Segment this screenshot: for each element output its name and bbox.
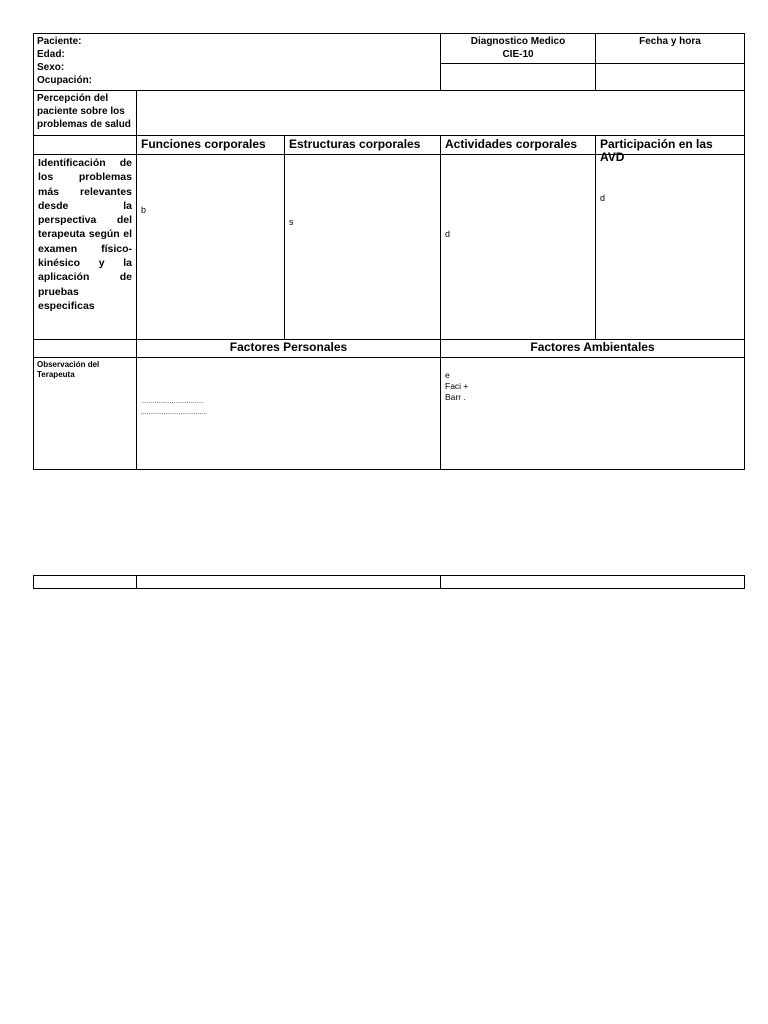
participation-value: d — [600, 193, 606, 203]
environmental-factors-header — [440, 339, 745, 358]
date-header-cell — [595, 33, 745, 64]
identification-label: Identificación de los problemas más relevantes desde la perspectiva del terapeuta según el examen físico-kinésico y la aplicación de pruebas especificas — [38, 157, 132, 312]
participation-value-cell[interactable] — [595, 154, 745, 340]
env-line-facilitators: Faci + — [445, 381, 469, 391]
header-body-functions — [136, 135, 285, 155]
environmental-factors-label: Factores Ambientales — [530, 340, 655, 354]
date-label: Fecha y hora — [639, 36, 701, 47]
bottom-strip-cell-1 — [33, 575, 137, 589]
environmental-factors-value-cell[interactable] — [440, 357, 745, 470]
perception-value-cell[interactable] — [136, 90, 745, 136]
functions-value: b — [141, 205, 147, 215]
sex-label: Sexo: — [37, 62, 65, 73]
personal-dotted-line-1: …………………………… — [141, 399, 204, 405]
bottom-strip-cell-3 — [440, 575, 745, 589]
body-functions-label: Funciones corporales — [141, 137, 266, 151]
activities-value: d — [445, 229, 451, 239]
header-body-activities — [440, 135, 596, 155]
body-activities-label: Actividades corporales — [445, 137, 578, 151]
header-avd-participation — [595, 135, 745, 164]
structures-value: s — [289, 217, 294, 227]
personal-dotted-line-2: ,……………………………. — [141, 410, 207, 416]
age-label: Edad: — [37, 49, 65, 60]
structures-value-cell[interactable] — [284, 154, 441, 340]
occupation-label: Ocupación: — [37, 75, 93, 86]
patient-label: Paciente: — [37, 36, 82, 47]
bottom-strip-cell-2 — [136, 575, 441, 589]
personal-factors-label: Factores Personales — [229, 340, 348, 354]
observation-label: Observación del Terapeuta — [37, 360, 100, 379]
personal-factors-header — [136, 339, 441, 358]
date-value-cell[interactable] — [595, 63, 745, 91]
factors-header-empty — [33, 339, 137, 358]
diagnosis-header-cell — [440, 33, 596, 64]
env-line-barriers: Barr . — [445, 392, 466, 402]
diagnosis-value-cell[interactable] — [440, 63, 596, 91]
functions-value-cell[interactable] — [136, 154, 285, 340]
perception-label: Percepción del paciente sobre los problemas de salud — [37, 93, 131, 130]
perception-label-cell — [33, 90, 137, 136]
cie-label: CIE-10 — [502, 49, 534, 60]
activities-value-cell[interactable] — [440, 154, 596, 340]
env-line-e: e — [445, 370, 450, 380]
body-structures-label: Estructuras corporales — [289, 137, 421, 151]
avd-participation-label: Participación en las AVD — [600, 137, 713, 164]
observation-label-cell — [33, 357, 137, 470]
header-body-structures — [284, 135, 441, 155]
diagnosis-label: Diagnostico Medico — [470, 36, 566, 47]
identification-label-cell — [33, 154, 137, 340]
column-header-empty — [33, 135, 137, 155]
patient-info-cell — [33, 33, 441, 91]
personal-factors-value-cell[interactable] — [136, 357, 441, 470]
